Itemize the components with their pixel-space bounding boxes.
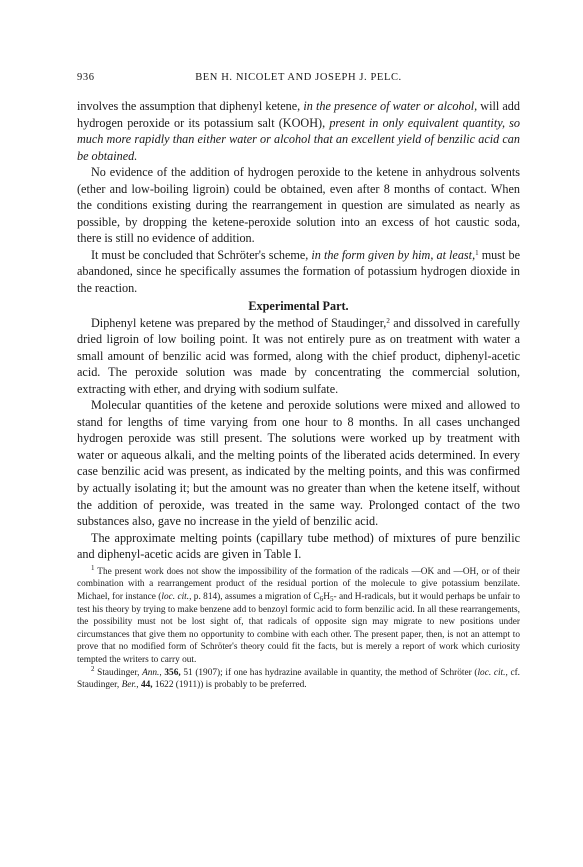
- fn2-bold-1: 356,: [164, 667, 181, 678]
- fn1-sub-2: 5: [329, 594, 334, 603]
- section-title: Experimental Part.: [248, 298, 349, 313]
- footnote-1-mark: 1: [91, 563, 95, 572]
- footnote-ref-1: 1: [475, 248, 479, 257]
- fn1-text-1: The present work does not show the impossibility of the formation of the radicals —OK and —OH, or of their combination with a rearrangement product of the residual portion of the molecule to give potassium benzilate. Michael, for instance (: [77, 566, 520, 602]
- running-title: BEN H. NICOLET AND JOSEPH J. PELC.: [195, 72, 402, 83]
- fn2-text-2: ,: [159, 667, 165, 678]
- fn2-text-1: Staudinger,: [94, 667, 143, 678]
- fn1-text-3: H: [323, 591, 330, 602]
- running-header: [77, 72, 520, 90]
- footnote-2: [77, 664, 520, 692]
- fn2-bold-2: 44,: [140, 680, 153, 691]
- paragraph-4: [77, 315, 520, 398]
- fn1-italic-1: loc. cit.: [161, 591, 190, 602]
- fn1-text-2: , p. 814), assumes a migration of C: [189, 591, 320, 602]
- page-number: 936: [77, 72, 95, 83]
- fn2-italic-3: Ber.: [121, 680, 137, 691]
- para4-text-1: Diphenyl ketene was prepared by the method of Staudinger,: [91, 315, 387, 330]
- footnote-2-mark: 2: [91, 664, 95, 673]
- fn2-text-3: 51 (1907); if one has hydrazine available in quantity, the method of Schröter (: [180, 667, 478, 678]
- fn1-sub-1: 6: [319, 594, 324, 603]
- paragraph-1: [77, 98, 520, 164]
- fn2-text-6: 1622 (1911)) is probably to be preferred.: [152, 680, 307, 691]
- page: [77, 72, 520, 692]
- para3-text-2: must be abandoned, since he specifically assumes the formation of potassium hydrogen dioxide in the reaction.: [77, 247, 520, 296]
- para4-text-2: and dissolved in carefully dried ligroin of low boiling point. It was not entirely pure as on treatment with water a small amount of benzilic acid was formed, along with the chief product, diphenyl-acetic acid. The peroxide solution was made by concentrating the commercial solution, extracting with ether, and drying with sodium sulfate.: [77, 315, 520, 396]
- fn2-text-5: ,: [136, 680, 141, 691]
- para3-italic-1: in the form given by him, at least,: [311, 247, 476, 262]
- fn2-italic-2: loc. cit.: [477, 667, 506, 678]
- fn2-italic-1: Ann.: [142, 667, 160, 678]
- fn2-text-4: , cf. Staudinger,: [77, 667, 520, 691]
- para1-text-2: will add hydrogen peroxide or its potassium salt (KOOH),: [77, 99, 520, 130]
- paragraph-6: The approximate melting points (capillary tube method) of mixtures of pure benzilic and diphenyl-acetic acids are given in Table I.: [77, 530, 520, 562]
- fn1-text-4: - and H-radicals, but it would perhaps be unfair to test his theory by trying to make benzene add to benzoyl formic acid to form benzilic acid. In all these rearrangements, the possibility must not be lost sight of, that radicals of opposite sign may migrate to new positions under circumstances that give them no opportunity to combine with each other. The present paper, then, is not an attempt to prove that no modified form of Schröter's theory could fit the facts, but is merely a report of work which curiosity tempted the writers to carry out.: [77, 591, 520, 665]
- para1-italic-1: in the presence of water or alcohol,: [303, 99, 478, 113]
- paragraph-5: Molecular quantities of the ketene and peroxide solutions were mixed and allowed to stand for lengths of time varying from one hour to 8 months. In all cases unchanged hydrogen peroxide was still present. The solutions were worked up by treatment with water or aqueous alkali, and the melting points of the liberated acids determined. In every case benzilic acid was present, as indicated by the melting points, and this was confirmed by actually isolating it; but the amount was no greater than when the ketene itself, without the addition of peroxide, was treated in the same way. Prolonged contact of the two substances also, gave no increase in the yield of benzilic acid.: [77, 398, 520, 529]
- article-body: [77, 98, 520, 563]
- footnote-1: [77, 563, 520, 667]
- footnotes: [77, 563, 520, 692]
- paragraph-3: [77, 247, 520, 297]
- para3-text-1: It must be concluded that Schröter's scheme,: [91, 247, 312, 262]
- para1-text-1: involves the assumption that diphenyl ketene,: [77, 99, 304, 113]
- para1-italic-2: present in only equivalent quantity, so much more rapidly than either water or alcohol that an excellent yield of benzilic acid can be obtained.: [77, 115, 521, 163]
- paragraph-2: No evidence of the addition of hydrogen peroxide to the ketene in anhydrous solvents (ether and low-boiling ligroin) could be obtained, even after 8 months of contact. When the conditions existing during the rearrangement in question are simulated as nearly as possible, by dropping the ketene-peroxide solution into an excess of hot caustic soda, there is still no evidence of addition.: [77, 165, 520, 246]
- footnote-ref-2: 2: [386, 316, 390, 325]
